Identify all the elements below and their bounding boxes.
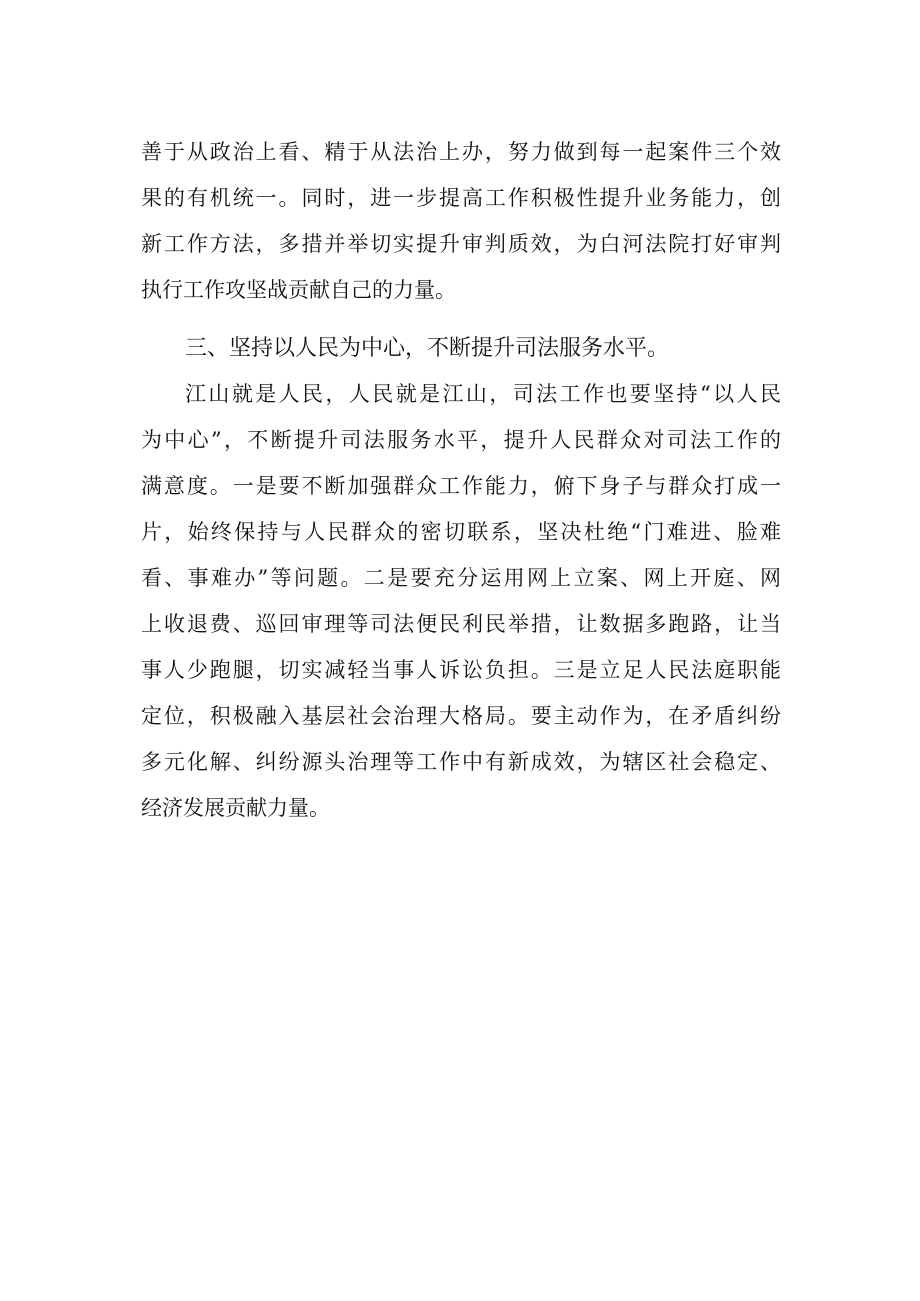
- section-heading: 三、坚持以人民为中心，不断提升司法服务水平。: [185, 336, 670, 361]
- paragraph-line: 江山就是人民，人民就是江山，司法工作也要坚持“以人民: [185, 382, 781, 406]
- paragraph-line: 事人少跑腿，切实减轻当事人诉讼负担。三是立足人民法庭职能: [141, 658, 781, 682]
- paragraph-people-centered: [141, 371, 781, 831]
- paragraph-line: 经济发展贡献力量。: [141, 796, 330, 820]
- paragraph-line: 善于从政治上看、精于从法治上办，努力做到每一起案件三个效: [141, 140, 781, 164]
- paragraph-line: 新工作方法，多措并举切实提升审判质效，为白河法院打好审判: [141, 232, 781, 256]
- paragraph-line: 定位，积极融入基层社会治理大格局。要主动作为，在矛盾纠纷: [141, 704, 781, 728]
- paragraph-line: 执行工作攻坚战贡献自己的力量。: [141, 278, 456, 302]
- paragraph-line: 上收退费、巡回审理等司法便民利民举措，让数据多跑路，让当: [141, 612, 781, 636]
- paragraph-continuation: [141, 129, 781, 313]
- paragraph-line: 多元化解、纠纷源头治理等工作中有新成效，为辖区社会稳定、: [141, 750, 781, 774]
- paragraph-line: 片，始终保持与人民群众的密切联系，坚决杜绝“门难进、脸难: [141, 520, 781, 544]
- paragraph-line: 满意度。一是要不断加强群众工作能力，俯下身子与群众打成一: [141, 474, 781, 498]
- paragraph-line: 为中心”，不断提升司法服务水平，提升人民群众对司法工作的: [141, 428, 781, 452]
- paragraph-line: 看、事难办”等问题。二是要充分运用网上立案、网上开庭、网: [141, 566, 781, 590]
- paragraph-line: 果的有机统一。同时，进一步提高工作积极性提升业务能力，创: [141, 186, 781, 210]
